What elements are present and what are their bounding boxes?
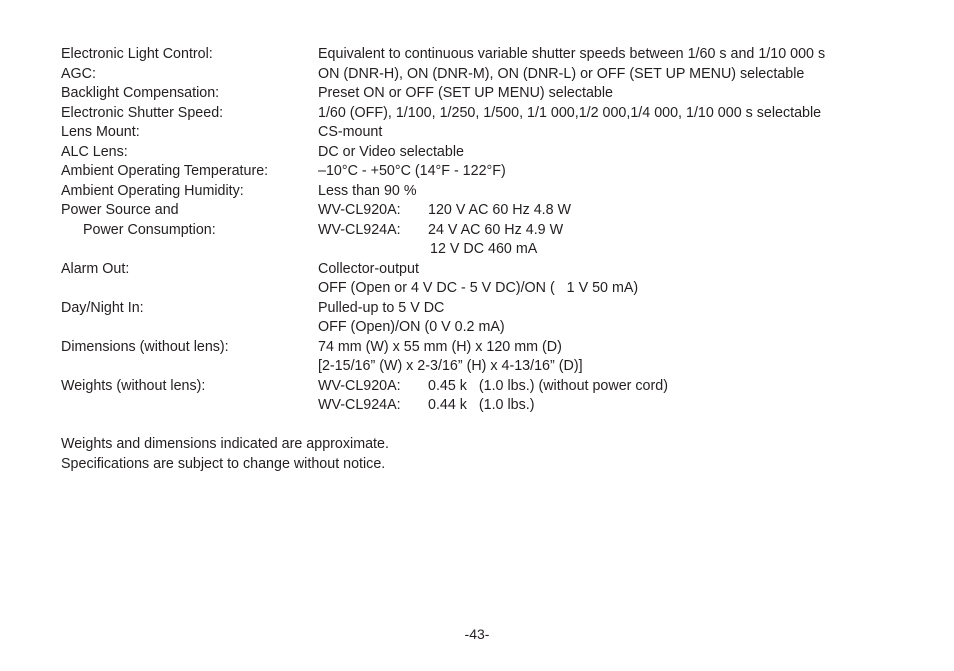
spec-row-power-3 [61,240,911,260]
spec-label: AGC: [61,65,96,82]
model-name: WV-CL920A: [318,377,401,394]
spec-label: Backlight Compensation: [61,85,220,101]
spec-value: 74 mm (W) x 55 mm (H) x 120 mm (D) [318,338,562,355]
model-name: WV-CL924A: [318,397,401,413]
spec-value: Equivalent to continuous variable shutter speeds between 1/60 s and 1/10 000 s [318,46,826,62]
notes [61,435,389,474]
spec-value [318,201,571,221]
spec-row-day-night [61,299,911,319]
spec-row-lens-mount [61,123,911,143]
spec-row-temperature [61,162,911,182]
spec-value [318,221,563,241]
model-name: WV-CL920A: [318,202,401,218]
model-spec: 0.45 k (1.0 lbs.) (without power cord) [428,377,668,394]
spec-row-weights [61,377,911,397]
note-approximate: Weights and dimensions indicated are approximate. [61,436,389,452]
spec-row-day-night-2 [61,318,911,338]
specifications-table [61,45,911,416]
spec-value [318,396,534,416]
spec-value: CS-mount [318,124,383,140]
spec-value: ON (DNR-H), ON (DNR-M), ON (DNR-L) or OFF (SET UP MENU) selectable [318,65,805,82]
spec-row-shutter [61,104,911,124]
spec-value: Pulled-up to 5 V DC [318,299,445,316]
spec-row-agc [61,65,911,85]
spec-value: DC or Video selectable [318,143,464,160]
spec-value: OFF (Open or 4 V DC - 5 V DC)/ON ( 1 V 50 mA) [318,280,639,296]
spec-value: Preset ON or OFF (SET UP MENU) selectable [318,85,614,101]
spec-value: Less than 90 % [318,182,417,199]
spec-label: Day/Night In: [61,299,144,316]
note-subject-to-change: Specifications are subject to change without notice. [61,455,386,472]
spec-label: Electronic Light Control: [61,46,213,62]
spec-label: Alarm Out: [61,260,130,277]
spec-row-dimensions-2 [61,357,911,377]
spec-label: ALC Lens: [61,143,128,160]
model-name: WV-CL924A: [318,221,401,238]
spec-label: Dimensions (without lens): [61,338,229,355]
spec-label: Electronic Shutter Speed: [61,104,224,121]
spec-label: Power Source and [61,202,179,218]
spec-value [318,377,668,397]
model-spec: 120 V AC 60 Hz 4.8 W [428,202,572,218]
spec-row-backlight [61,84,911,104]
spec-label: Lens Mount: [61,124,140,140]
spec-row-power-2 [61,221,911,241]
model-spec: 24 V AC 60 Hz 4.9 W [428,221,564,238]
spec-row-weights-2 [61,396,911,416]
spec-value: 12 V DC 460 mA [430,241,538,257]
spec-label: Power Consumption: [83,221,216,238]
spec-value: [2-15/16” (W) x 2-3/16” (H) x 4-13/16” (D)] [318,358,583,374]
spec-value: Collector-output [318,260,419,277]
spec-label: Ambient Operating Humidity: [61,182,244,199]
spec-row-dimensions [61,338,911,358]
spec-label: Ambient Operating Temperature: [61,163,269,179]
spec-row-power-1 [61,201,911,221]
spec-value: –10°C - +50°C (14°F - 122°F) [318,163,506,179]
spec-row-alc-lens [61,143,911,163]
spec-value: 1/60 (OFF), 1/100, 1/250, 1/500, 1/1 000,1/2 000,1/4 000, 1/10 000 s selectable [318,104,822,121]
spec-row-electronic-light-control [61,45,911,65]
spec-label: Weights (without lens): [61,377,206,394]
spec-row-alarm-out [61,260,911,280]
model-spec: 0.44 k (1.0 lbs.) [428,397,535,413]
spec-value: OFF (Open)/ON (0 V 0.2 mA) [318,319,505,335]
spec-row-alarm-out-2 [61,279,911,299]
page-number: -43- [464,626,490,642]
spec-row-humidity [61,182,911,202]
